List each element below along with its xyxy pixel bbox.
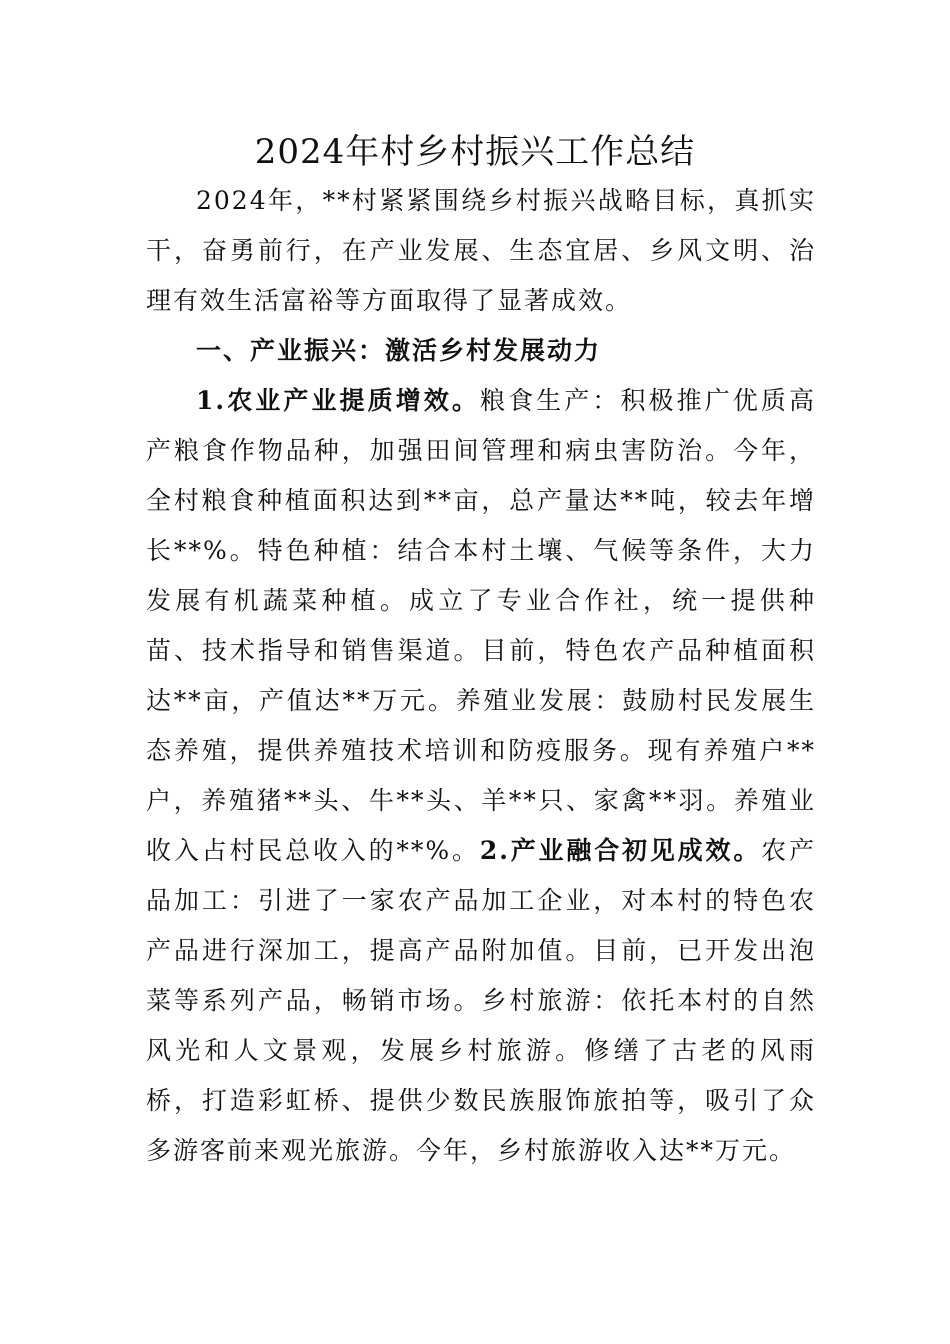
document-title: 2024年村乡村振兴工作总结	[254, 132, 696, 172]
item1-text: 粮食生产：积极推广优质高产粮食作物品种，加强田间管理和病虫害防治。今年，全村粮食种植面积达到**亩，总产量达**吨，较去年增长**%。特色种植：结合本村土壤、气候等条件，大力发展有机蔬菜种植。成立了专业合作社，统一提供种苗、技术指导和销售渠道。目前，特色农产品种植面积达**亩，产值达**万元。养殖业发展：鼓励村民发展生态养殖，提供养殖技术培训和防疫服务。现有养殖户**户，养殖猪**头、牛**头、羊**只、家禽**羽。养殖业收入占村民总收入的**%。	[146, 386, 816, 865]
document-body	[146, 176, 816, 1176]
section-paragraph	[146, 376, 816, 1176]
intro-paragraph: 2024年，**村紧紧围绕乡村振兴战略目标，真抓实干，奋勇前行，在产业发展、生态宜居、乡风文明、治理有效生活富裕等方面取得了显著成效。	[146, 186, 816, 315]
item2-text: 农产品加工：引进了一家农产品加工企业，对本村的特色农产品进行深加工，提高产品附加值。目前，已开发出泡菜等系列产品，畅销市场。乡村旅游：依托本村的自然风光和人文景观，发展乡村旅游。修缮了古老的风雨桥，打造彩虹桥、提供少数民族服饰旅拍等，吸引了众多游客前来观光旅游。今年，乡村旅游收入达**万元。	[146, 836, 816, 1165]
section-heading: 一、产业振兴：激活乡村发展动力	[196, 336, 602, 365]
item1-lead: 1.农业产业提质增效。	[196, 386, 480, 415]
item2-lead: 2.产业融合初见成效。	[479, 836, 762, 865]
